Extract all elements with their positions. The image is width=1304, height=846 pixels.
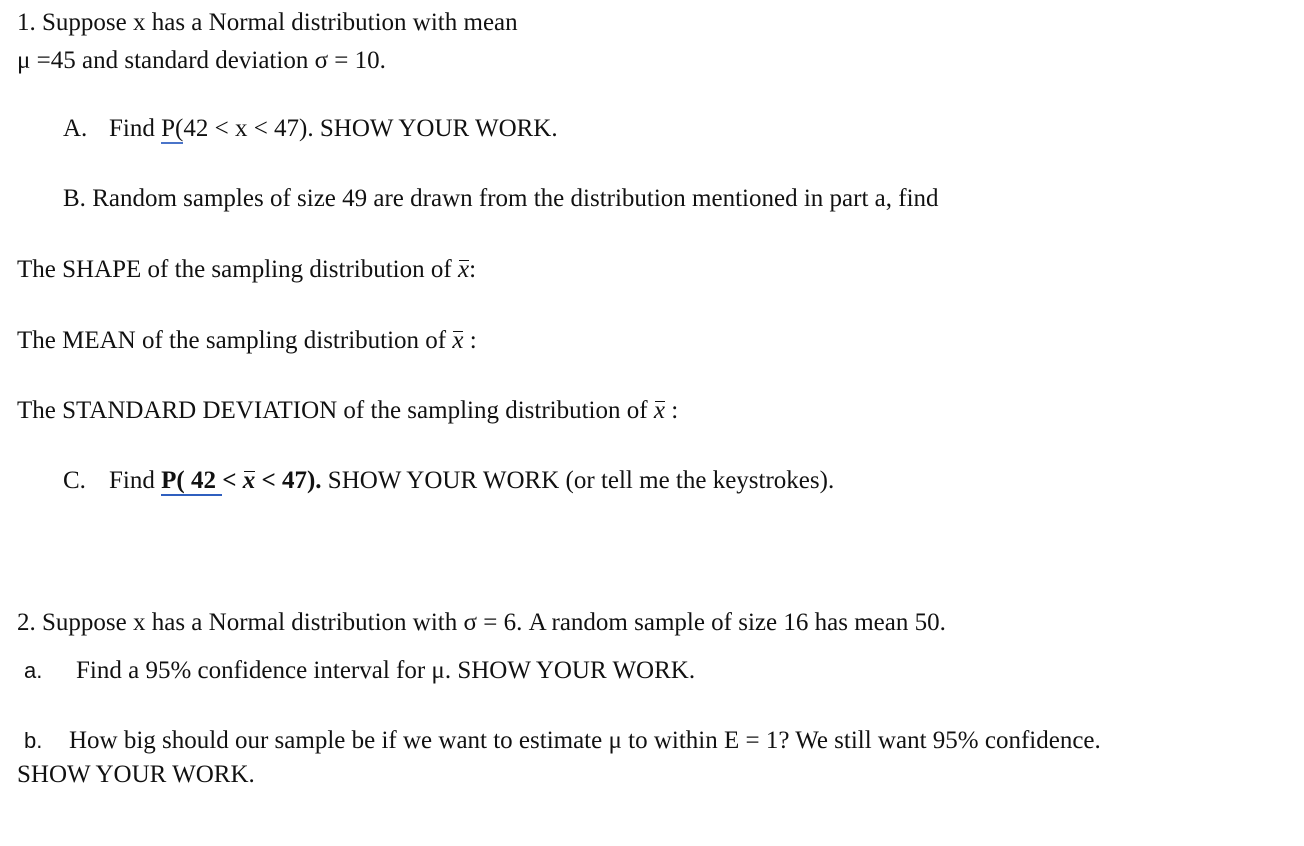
q2-part-a	[24, 656, 695, 686]
q1-part-a-rest: 42 < x < 47). SHOW YOUR WORK.	[183, 115, 558, 142]
q1-sd-line	[17, 396, 678, 426]
q2-part-b	[24, 726, 1101, 756]
q1-part-c	[63, 466, 834, 496]
q1-sd-suffix: :	[664, 397, 679, 424]
q1-shape-text: The SHAPE of the sampling distribution of	[17, 256, 458, 283]
q2-part-a-marker: a.	[24, 658, 43, 683]
q2-line1: 2. Suppose x has a Normal distribution with σ = 6. A random sample of size 16 has mean 50.	[17, 609, 946, 636]
q1-part-b-text: Random samples of size 49 are drawn from the distribution mentioned in part a, find	[92, 185, 939, 212]
q2-part-b-continuation: SHOW YOUR WORK.	[17, 761, 255, 788]
q1-part-a-marker: A.	[63, 115, 88, 142]
q1-part-c-prefix: Find	[109, 467, 162, 494]
xbar-symbol: x	[653, 397, 665, 424]
q1-part-b	[63, 184, 939, 214]
q2-part-b-text: How big should our sample be if we want to estimate μ to within E = 1? We still want 95% confidence.	[69, 727, 1101, 754]
q1-mean-suffix: :	[463, 327, 477, 354]
q1-part-b-marker: B.	[63, 185, 86, 212]
xbar-symbol: x	[452, 327, 464, 354]
q1-shape-line	[17, 255, 476, 285]
xbar-symbol: x	[457, 256, 470, 283]
q1-part-c-rest: SHOW YOUR WORK (or tell me the keystrokes).	[321, 467, 835, 494]
q1-sd-text: The STANDARD DEVIATION of the sampling distribution of	[17, 397, 654, 424]
q1-part-a	[63, 114, 558, 144]
q1-line2: μ =45 and standard deviation σ = 10.	[17, 47, 386, 74]
q1-part-c-mid2: < 47).	[255, 467, 322, 494]
q1-mean-text: The MEAN of the sampling distribution of	[17, 327, 453, 354]
q2-part-a-text: Find a 95% confidence interval for μ. SHOW YOUR WORK.	[76, 657, 696, 684]
q1-shape-suffix: :	[469, 256, 477, 283]
q1-part-c-underlined: P( 42	[161, 467, 223, 494]
q1-part-c-marker: C.	[63, 467, 86, 494]
q1-part-c-mid1: <	[222, 467, 243, 494]
xbar-symbol: x	[242, 467, 256, 494]
q1-part-a-underlined: P(	[161, 115, 184, 142]
q1-part-a-prefix: Find	[109, 115, 162, 142]
q1-line1: 1. Suppose x has a Normal distribution with mean	[17, 9, 518, 36]
q1-mean-line	[17, 326, 477, 356]
q2-part-b-marker: b.	[24, 728, 43, 753]
